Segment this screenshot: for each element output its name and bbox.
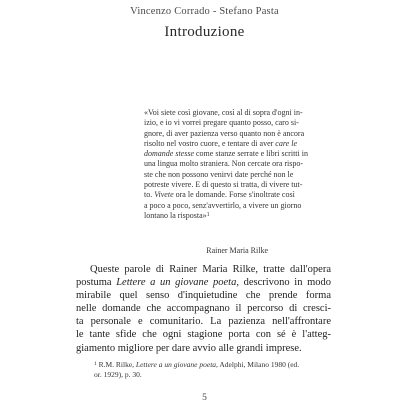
epigraph-italic: care le [275,138,297,148]
epigraph-italic: domande stesse [144,149,194,159]
epigraph-line: risolto nel vostro cuore, e tentare di aver care le [144,138,297,148]
epigraph-line: una lingua molto straniera. Non cercate ora rispo- [144,159,304,169]
body-line: postuma Lettere a un giovane poeta, descrivono in modo [76,277,331,289]
book-title-italic: Lettere a un giovane poeta [116,277,237,289]
body-line: nelle domande che accompagnano il percorso di cresci- [76,303,331,315]
epigraph-line: ste che non possono venirvi date perché non le [144,169,294,179]
body-line: mirabile quel senso d'inquietudine che prende forma [76,290,331,302]
body-line: Queste parole di Rainer Maria Rilke, tratte dall'opera [90,264,331,275]
epigraph-line: «Voi siete così giovane, così al di sopra d'ogni in- [144,108,303,117]
epigraph-line: a poco a poco, senz'avvertirlo, a vivere un giorno [144,200,302,210]
footnote [94,360,334,380]
body-paragraph [76,263,331,355]
footnote-italic: Lettere a un giovane poeta [135,360,217,369]
epigraph-quote [144,108,308,221]
footnote-marker: 1 [94,361,97,367]
body-line: le tante sfide che ogni stagione porta con sé è l'atteg- [76,329,331,341]
body-line: giamento migliore per dare avvio alle grandi imprese. [76,342,302,354]
epigraph-line: lontano la risposta»$^1$ [144,210,210,220]
epigraph-author: Rainer Maria Rilke [206,246,268,255]
epigraph-line: potreste vivere. E di questo si tratta, di vivere tut- [144,180,303,190]
epigraph-line: to. Vivete ora le domande. Forse s'inoltrate così [144,190,295,200]
body-line: ta personale e comunitario. La pazienza nell'affrontare [76,316,331,328]
chapter-title: Introduzione [164,24,245,40]
epigraph-italic: Vivete [154,190,174,200]
epigraph-line: domande stesse come stanze serrate e libri scritti in [144,149,308,159]
epigraph-line: izio, e io vi vorrei pregare quanto posso, caro si- [144,118,299,128]
footnote-line: or. 1929), p. 30. [94,370,142,379]
epigraph-line: gnore, di aver pazienza verso quanto non è ancora [144,128,305,138]
page-number: 5 [202,393,207,403]
footnote-line: $^1$ R.M. Rilke, Lettere a un giovane poeta, Adelphi, Milano 1980 (ed. [94,360,300,369]
running-head: Vincenzo Corrado - Stefano Pasta [130,6,279,17]
footnote-reference[interactable]: 1 [206,211,210,218]
